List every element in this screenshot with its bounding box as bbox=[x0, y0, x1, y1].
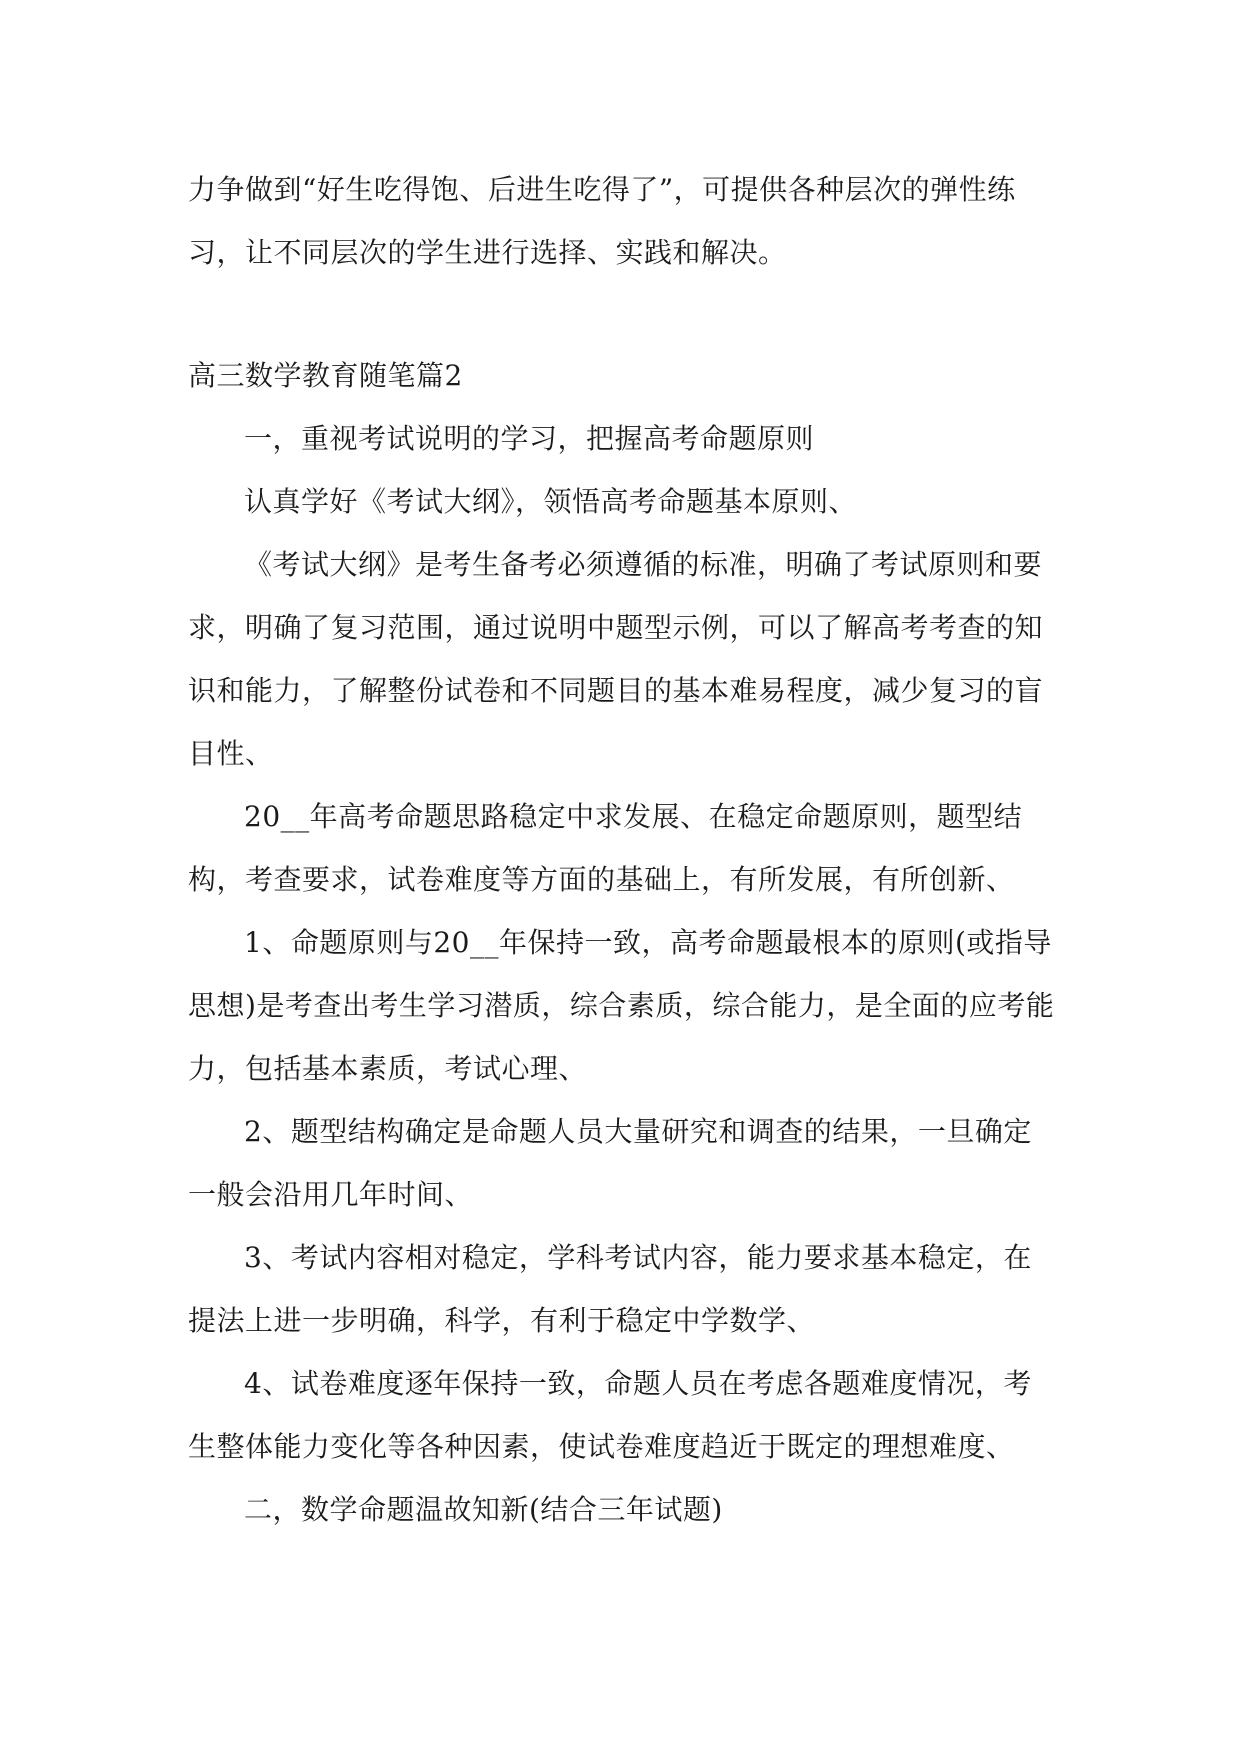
paragraph-continuation: 力争做到“好生吃得饱、后进生吃得了”，可提供各种层次的弹性练习，让不同层次的学生进行选择、实践和解决。 bbox=[188, 173, 1016, 269]
list-item: 4、试卷难度逐年保持一致，命题人员在考虑各题难度情况，考生整体能力变化等各种因素，使试卷难度趋近于既定的理想难度、 bbox=[188, 1367, 1032, 1463]
document-body bbox=[188, 158, 1058, 1541]
paragraph: 《考试大纲》是考生备考必须遵循的标准，明确了考试原则和要求，明确了复习范围，通过说明中题型示例，可以了解高考考查的知识和能力，了解整份试卷和不同题目的基本难易程度，减少复习的盲目性、 bbox=[188, 548, 1044, 770]
heading-one: 一，重视考试说明的学习，把握高考命题原则 bbox=[244, 422, 815, 455]
list-item: 1、命题原则与20__年保持一致，高考命题最根本的原则(或指导思想)是考查出考生学习潜质，综合素质，综合能力，是全面的应考能力，包括基本素质，考试心理、 bbox=[188, 926, 1055, 1085]
list-item: 3、考试内容相对稳定，学科考试内容，能力要求基本稳定，在提法上进一步明确，科学，有利于稳定中学数学、 bbox=[188, 1241, 1032, 1337]
list-item: 2、题型结构确定是命题人员大量研究和调查的结果，一旦确定一般会沿用几年时间、 bbox=[188, 1115, 1032, 1211]
paragraph: 20__年高考命题思路稳定中求发展、在稳定命题原则，题型结构，考查要求，试卷难度等方面的基础上，有所发展，有所创新、 bbox=[188, 800, 1023, 896]
section-title: 高三数学教育随笔篇2 bbox=[188, 359, 463, 392]
heading-two: 二，数学命题温故知新(结合三年试题) bbox=[244, 1493, 723, 1526]
paragraph: 认真学好《考试大纲》，领悟高考命题基本原则、 bbox=[244, 485, 858, 518]
